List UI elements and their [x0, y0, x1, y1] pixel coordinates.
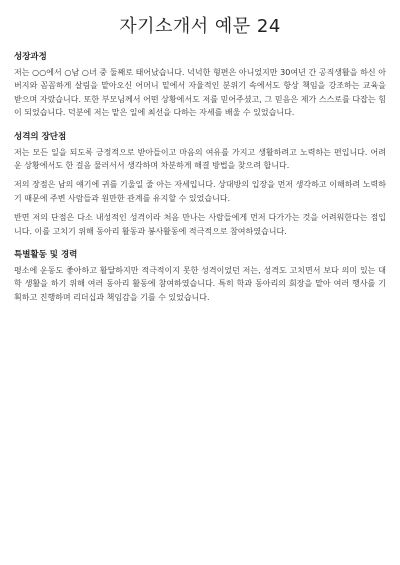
section-activities [14, 248, 386, 304]
section-heading: 특별활동 및 경력 [14, 250, 78, 261]
paragraph: 저는 모든 일을 되도록 긍정적으로 받아들이고 마음의 여유를 가지고 생활하려고 노력하는 편입니다. 어려운 상황에서도 한 걸음 물러서서 생각하며 차분하게 해결 방법을 찾으려 합니다. [14, 147, 386, 171]
section-personality [14, 130, 386, 238]
section-heading: 성장과정 [14, 52, 47, 62]
document-title: 자기소개서 예문 24 [119, 16, 281, 37]
paragraph: 반면 저의 단점은 다소 내성적인 성격이라 처음 만나는 사람들에게 먼저 다가가는 것을 어려워한다는 점입니다. 이를 고치기 위해 동아리 활동과 봉사활동에 적극적으로 참여하였습니다. [14, 213, 386, 236]
paragraph: 저는 ○○에서 ○남 ○녀 중 둘째로 태어났습니다. 넉넉한 형편은 아니었지만 30여년 간 공직생활을 하신 아버지와 꼼꼼하게 살림을 맡아오신 어머니 밑에서 자율적인 분위기 속에서도 항상 책임을 강조하는 교육을 받으며 자랐습니다. 또한 부모님께서 어떤 상황에서도 저를 믿어주셨고, 그 믿음은 제가 스스로를 다잡는 힘이 되었습니다. 덕분에 저는 맡은 일에 최선을 다하는 자세를 배울 수 있었습니다. [14, 68, 386, 118]
section-heading: 성격의 장단점 [14, 131, 67, 142]
paragraph: 평소에 운동도 좋아하고 활달하지만 적극적이지 못한 성격이었던 저는, 성격도 고치면서 보다 의미 있는 대학 생활을 하기 위해 여러 동아리 활동에 참여하였습니다. 특히 학과 동아리의 회장을 맡아 여러 행사를 기획하고 진행하며 리더십과 책임감을 기를 수 있었습니다. [14, 266, 386, 302]
section-growth [14, 50, 386, 120]
paragraph: 저의 장점은 남의 얘기에 귀를 기울일 줄 아는 자세입니다. 상대방의 입장을 먼저 생각하고 이해하려 노력하기 때문에 주변 사람들과 원만한 관계를 유지할 수 있었습니다. [14, 180, 386, 203]
